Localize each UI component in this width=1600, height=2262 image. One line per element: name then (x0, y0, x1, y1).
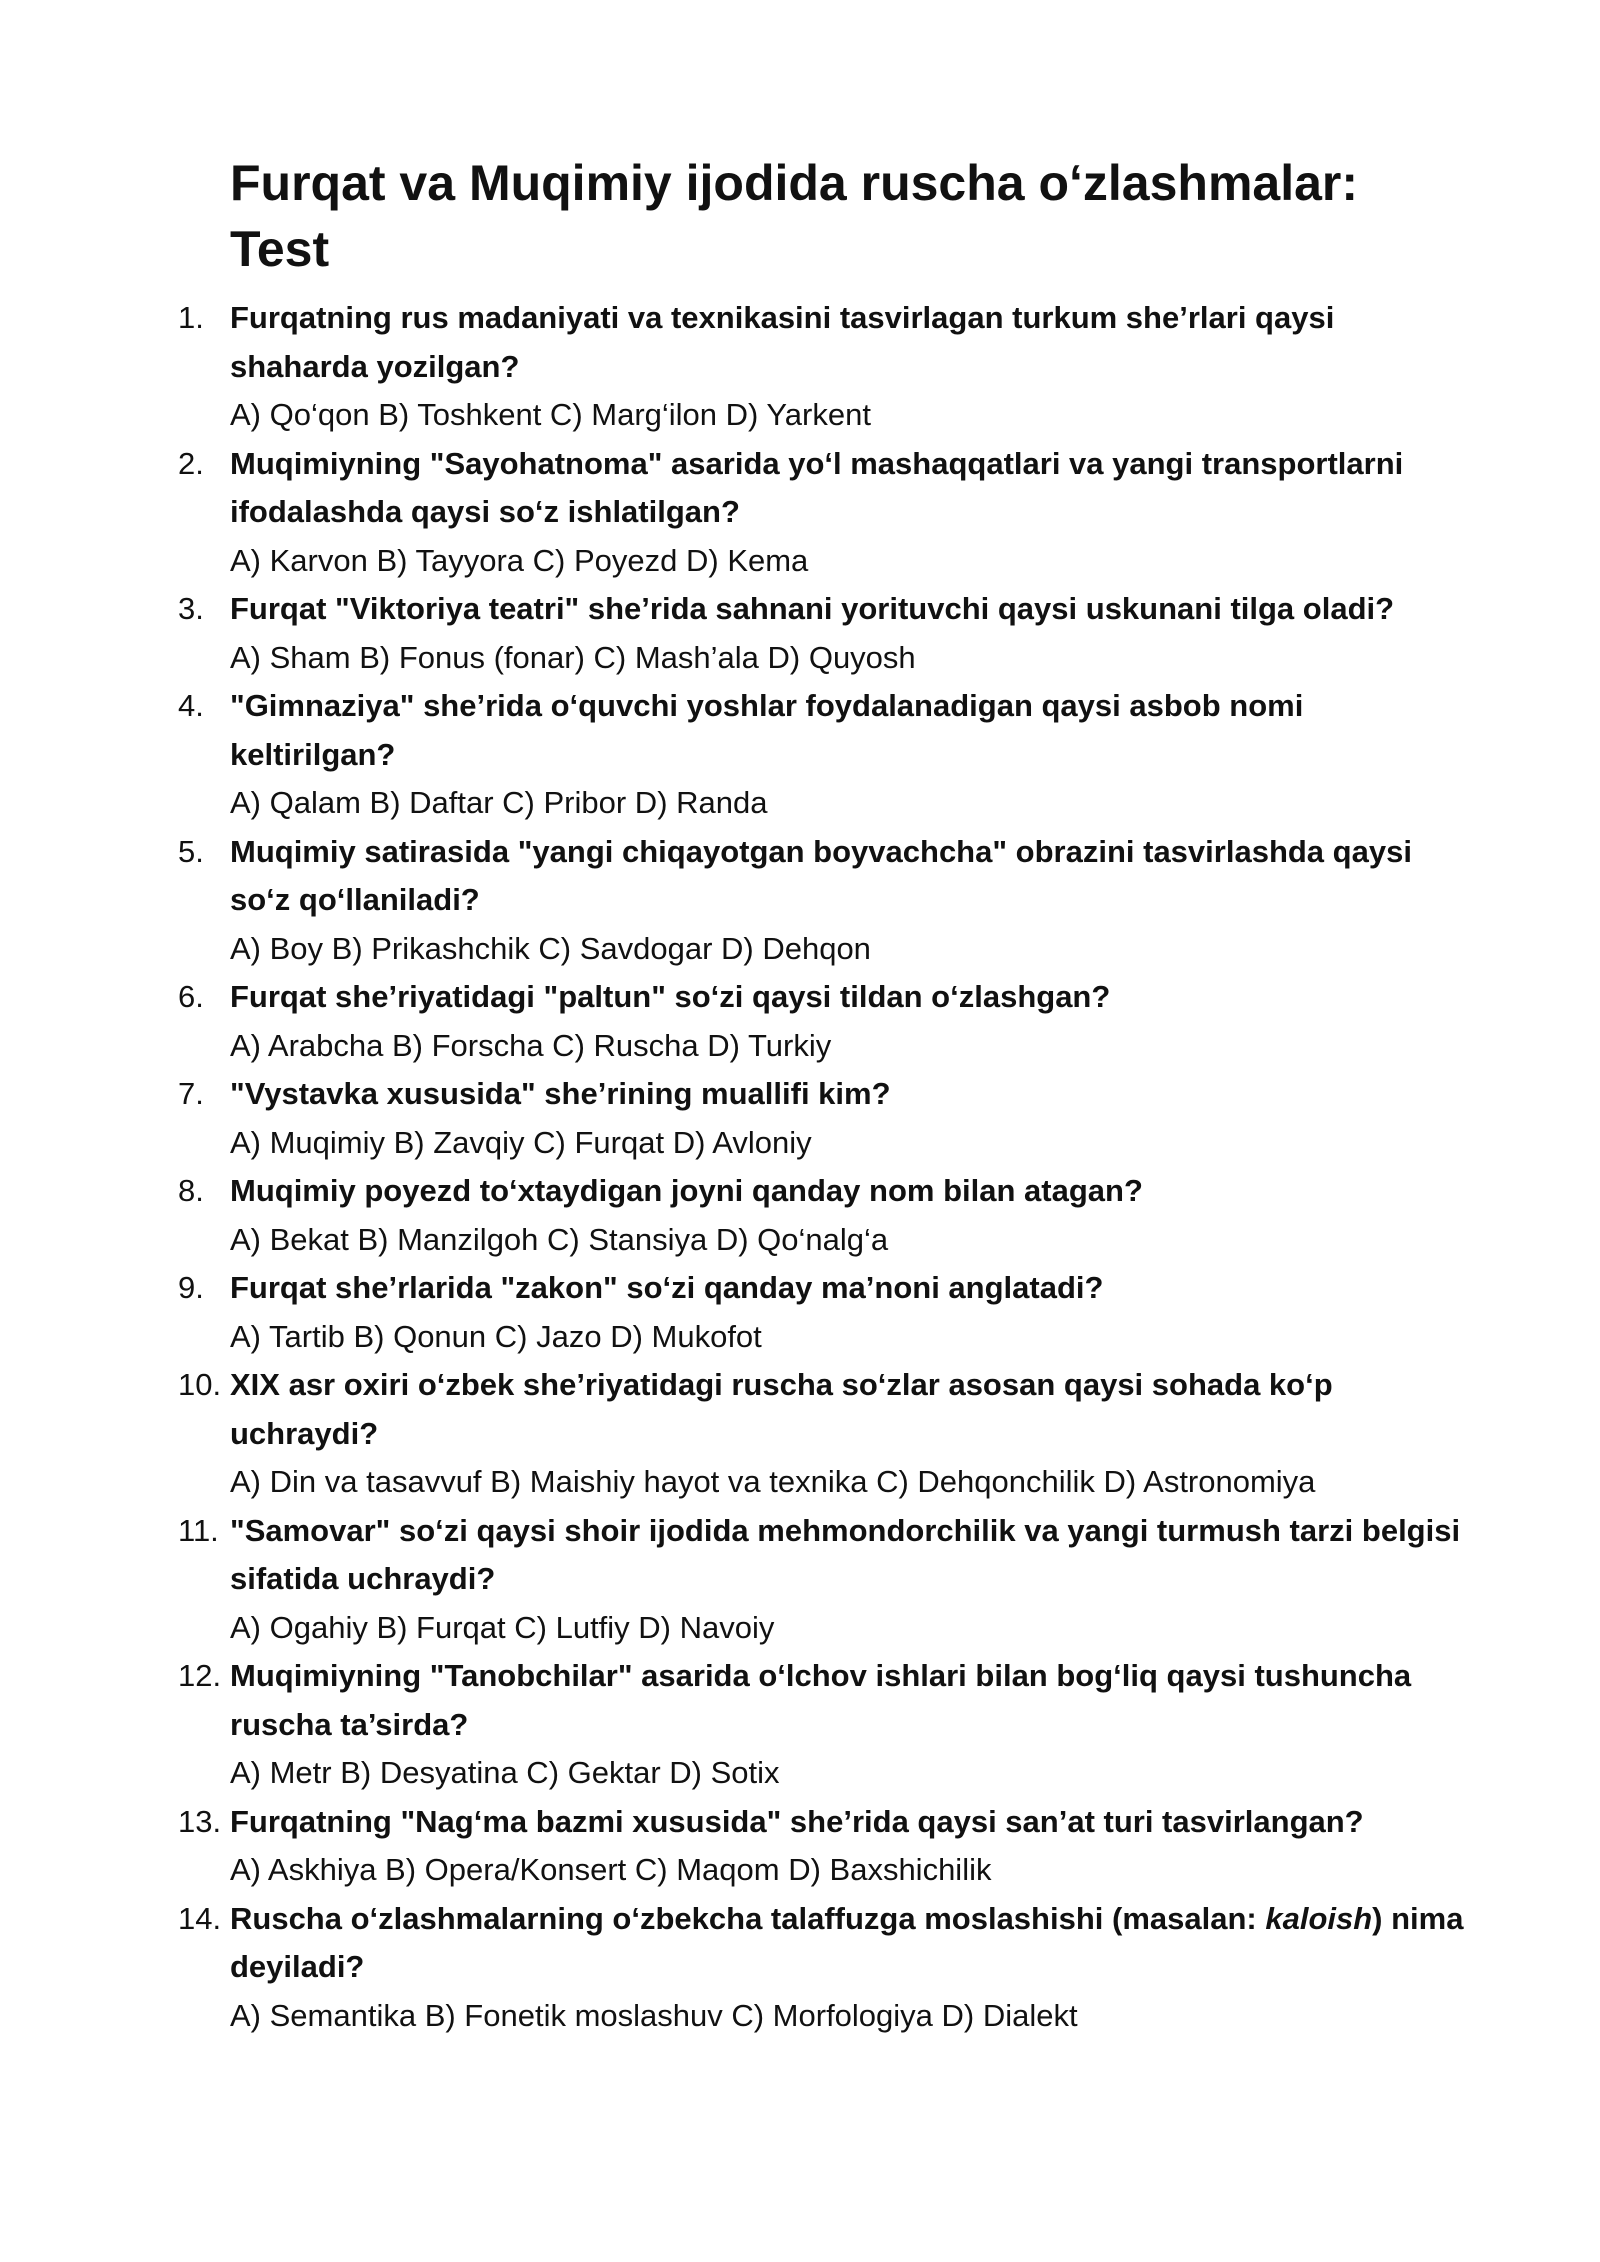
question-text: XIX asr oxiri o‘zbek she’riyatidagi ruscha so‘zlar asosan qaysi sohada ko‘p uchraydi? (230, 1367, 1333, 1451)
question-text: Muqimiy satirasida "yangi chiqayotgan boyvachcha" obrazini tasvirlashda qaysi so‘z qo‘llaniladi? (230, 833, 1412, 917)
question-text: Muqimiy poyezd to‘xtaydigan joyni qanday nom bilan atagan? (230, 1173, 1143, 1208)
answer-options: A) Sham B) Fonus (fonar) C) Mash’ala D) Quyosh (230, 639, 916, 675)
question-item-4 (178, 682, 1470, 828)
question-number: 1. (178, 300, 204, 335)
question-number: 11. (178, 1512, 219, 1548)
question-number: 10. (178, 1367, 222, 1402)
question-number: 14. (178, 1900, 222, 1936)
question-number: 8. (178, 1173, 204, 1208)
question-item-7 (178, 1070, 1470, 1167)
question-text: "Vystavka xususida" she’rining muallifi kim? (230, 1076, 891, 1111)
question-item-13 (178, 1798, 1470, 1895)
question-number: 7. (178, 1076, 204, 1111)
question-item-2 (178, 440, 1470, 586)
question-text: Furqatning "Nag‘ma bazmi xususida" she’rida qaysi san’at turi tasvirlangan? (230, 1803, 1364, 1839)
question-number: 4. (178, 688, 204, 723)
answer-options: A) Qo‘qon B) Toshkent C) Marg‘ilon D) Yarkent (230, 397, 871, 432)
question-number: 5. (178, 833, 204, 869)
answer-options: A) Tartib B) Qonun C) Jazo D) Mukofot (230, 1318, 762, 1354)
answer-options: A) Karvon B) Tayyora C) Poyezd D) Kema (230, 542, 809, 578)
answer-options: A) Bekat B) Manzilgoh C) Stansiya D) Qo‘nalg‘a (230, 1221, 889, 1257)
document-title: Furqat va Muqimiy ijodida ruscha o‘zlashmalar: Test (230, 155, 1359, 277)
question-number: 9. (178, 1270, 204, 1305)
question-number: 12. (178, 1658, 222, 1693)
question-item-11 (178, 1507, 1470, 1653)
answer-options: A) Qalam B) Daftar C) Pribor D) Randa (230, 785, 768, 820)
question-text: "Gimnaziya" she’rida o‘quvchi yoshlar foydalanadigan qaysi asbob nomi keltirilgan? (230, 688, 1304, 772)
question-item-1 (178, 294, 1470, 440)
question-number: 2. (178, 445, 204, 481)
question-item-12 (178, 1652, 1470, 1798)
question-text: Muqimiyning "Sayohatnoma" asarida yo‘l mashaqqatlari va yangi transportlarni ifodalashda qaysi so‘z ishlatilgan? (230, 445, 1404, 529)
question-item-8 (178, 1167, 1470, 1264)
question-text: Muqimiyning "Tanobchilar" asarida o‘lchov ishlari bilan bog‘liq qaysi tushuncha ruscha ta’sirda? (230, 1658, 1412, 1742)
question-item-3 (178, 585, 1470, 682)
question-text: Furqat she’riyatidagi "paltun" so‘zi qaysi tildan o‘zlashgan? (230, 979, 1111, 1014)
document-content (178, 150, 1470, 2040)
question-number: 13. (178, 1803, 222, 1839)
answer-options: A) Ogahiy B) Furqat C) Lutfiy D) Navoiy (230, 1609, 775, 1645)
question-list (178, 294, 1470, 2040)
question-text: Furqat "Viktoriya teatri" she’rida sahnani yorituvchi qaysi uskunani tilga oladi? (230, 591, 1395, 626)
question-text: Furqat she’rlarida "zakon" so‘zi qanday ma’noni anglatadi? (230, 1270, 1104, 1305)
answer-options: A) Semantika B) Fonetik moslashuv C) Morfologiya D) Dialekt (230, 1997, 1078, 2033)
question-text-end: ) nima deyiladi? (230, 1900, 1464, 1984)
question-text: "Samovar" so‘zi qaysi shoir ijodida mehmondorchilik va yangi turmush tarzi belgisi sifatida uchraydi? (230, 1512, 1461, 1596)
answer-options: A) Boy B) Prikashchik C) Savdogar D) Dehqon (230, 930, 871, 966)
question-item-9 (178, 1264, 1470, 1361)
answer-options: A) Din va tasavvuf B) Maishiy hayot va texnika C) Dehqonchilik D) Astronomiya (230, 1464, 1316, 1499)
question-item-6 (178, 973, 1470, 1070)
question-text: Furqatning rus madaniyati va texnikasini tasvirlagan turkum she’rlari qaysi shaharda yozilgan? (230, 300, 1335, 384)
question-number: 6. (178, 979, 204, 1014)
question-number: 3. (178, 591, 204, 626)
question-text-italic: kaloish (1265, 1900, 1373, 1936)
question-text-start: Ruscha o‘zlashmalarning o‘zbekcha talaffuzga moslashishi (masalan: (230, 1900, 1266, 1936)
question-item-5 (178, 828, 1470, 974)
question-item-14 (178, 1895, 1470, 2041)
question-item-10 (178, 1361, 1470, 1507)
answer-options: A) Arabcha B) Forscha C) Ruscha D) Turkiy (230, 1027, 832, 1063)
question-text (230, 1895, 1470, 1992)
answer-options: A) Metr B) Desyatina C) Gektar D) Sotix (230, 1755, 780, 1790)
answer-options: A) Muqimiy B) Zavqiy C) Furqat D) Avloniy (230, 1124, 812, 1160)
answer-options: A) Askhiya B) Opera/Konsert C) Maqom D) Baxshichilik (230, 1852, 992, 1887)
